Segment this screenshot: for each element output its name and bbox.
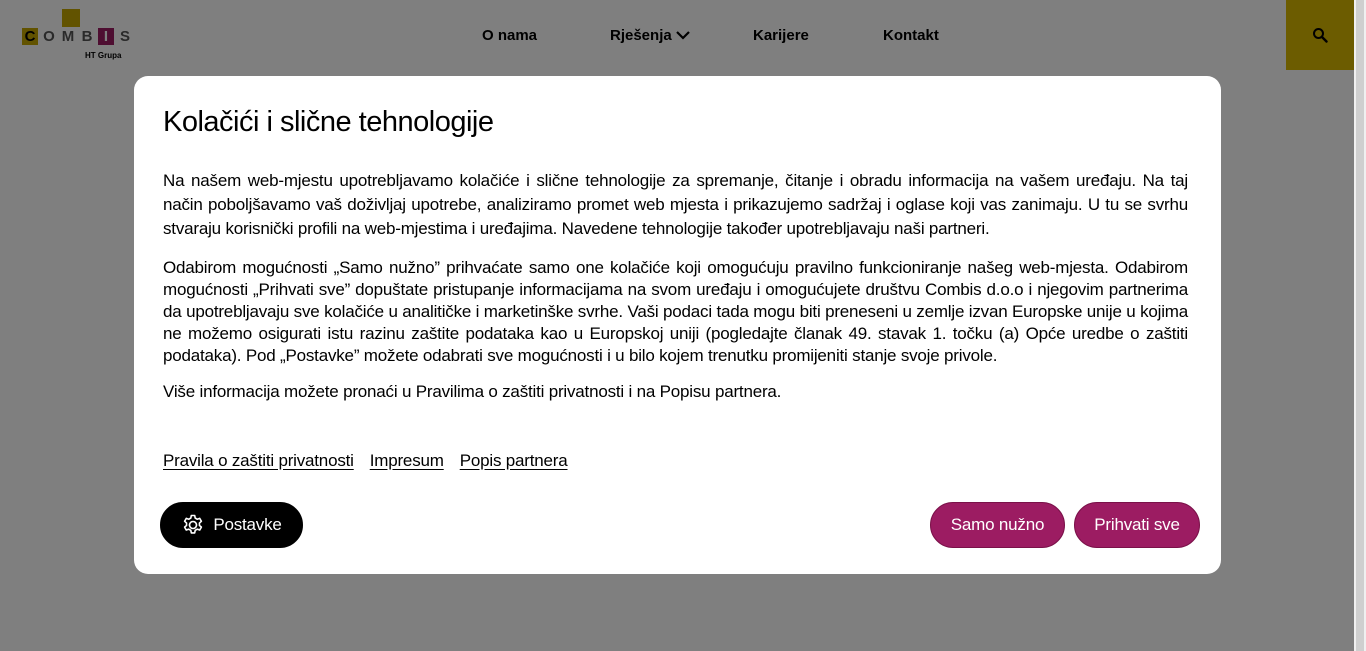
scrollbar-thumb[interactable] [1356, 0, 1364, 651]
necessary-only-button[interactable]: Samo nužno [930, 502, 1065, 548]
imprint-link[interactable]: Impresum [369, 451, 444, 470]
more-info-paragraph: Više informacija možete pronaći u Pravilima o zaštiti privatnosti i na Popisu partnera. [163, 382, 782, 401]
policy-links [163, 451, 568, 471]
gear-icon [181, 513, 205, 537]
partners-list-link[interactable]: Popis partnera [459, 451, 568, 470]
accept-all-button[interactable]: Prihvati sve [1074, 502, 1200, 548]
intro-paragraph: Na našem web-mjestu upotrebljavamo kolačiće i slične tehnologije za spremanje, čitanje i obradu informacija na vašem uređaju. Na taj način poboljšavamo vaš doživljaj upotrebe, analiziramo promet web mjesta i prikazujemo sadržaj i oglase koji vas zanimaju. U tu se svrhu stvaraju korisnički profili na web-mjestima i uređajima. Navedene tehnologije također upotrebljavaju naši partneri. [163, 171, 1188, 238]
cookie-consent-dialog [134, 76, 1221, 574]
privacy-policy-link[interactable]: Pravila o zaštiti privatnosti [163, 451, 354, 470]
dialog-title: Kolačići i slične tehnologije [163, 106, 494, 138]
consent-options-paragraph: Odabirom mogućnosti „Samo nužno” prihvaćate samo one kolačiće koji omogućuju pravilno funkcioniranje našeg web-mjesta. Odabirom mogućnosti „Prihvati sve” dopuštate pristupanje informacijama na svom uređaju i omogućujete društvu Combis d.o.o i njegovim partnerima da upotrebljavaju sve kolačiće u analitičke i marketinške svrhe. Vaši podaci tada mogu biti preneseni u zemlje izvan Europske unije u kojima ne možemo osigurati istu razinu zaštite podataka kao u Europskoj uniji (pogledajte članak 49. stavak 1. točku (a) Opće uredbe o zaštiti podataka). Pod „Postavke” možete odabrati sve mogućnosti i u bilo kojem trenutku promijeniti stanje svoje privole. [163, 258, 1188, 365]
settings-button[interactable] [160, 502, 303, 548]
settings-button-label: Postavke [213, 515, 282, 534]
page-scrollbar[interactable] [1354, 0, 1366, 651]
